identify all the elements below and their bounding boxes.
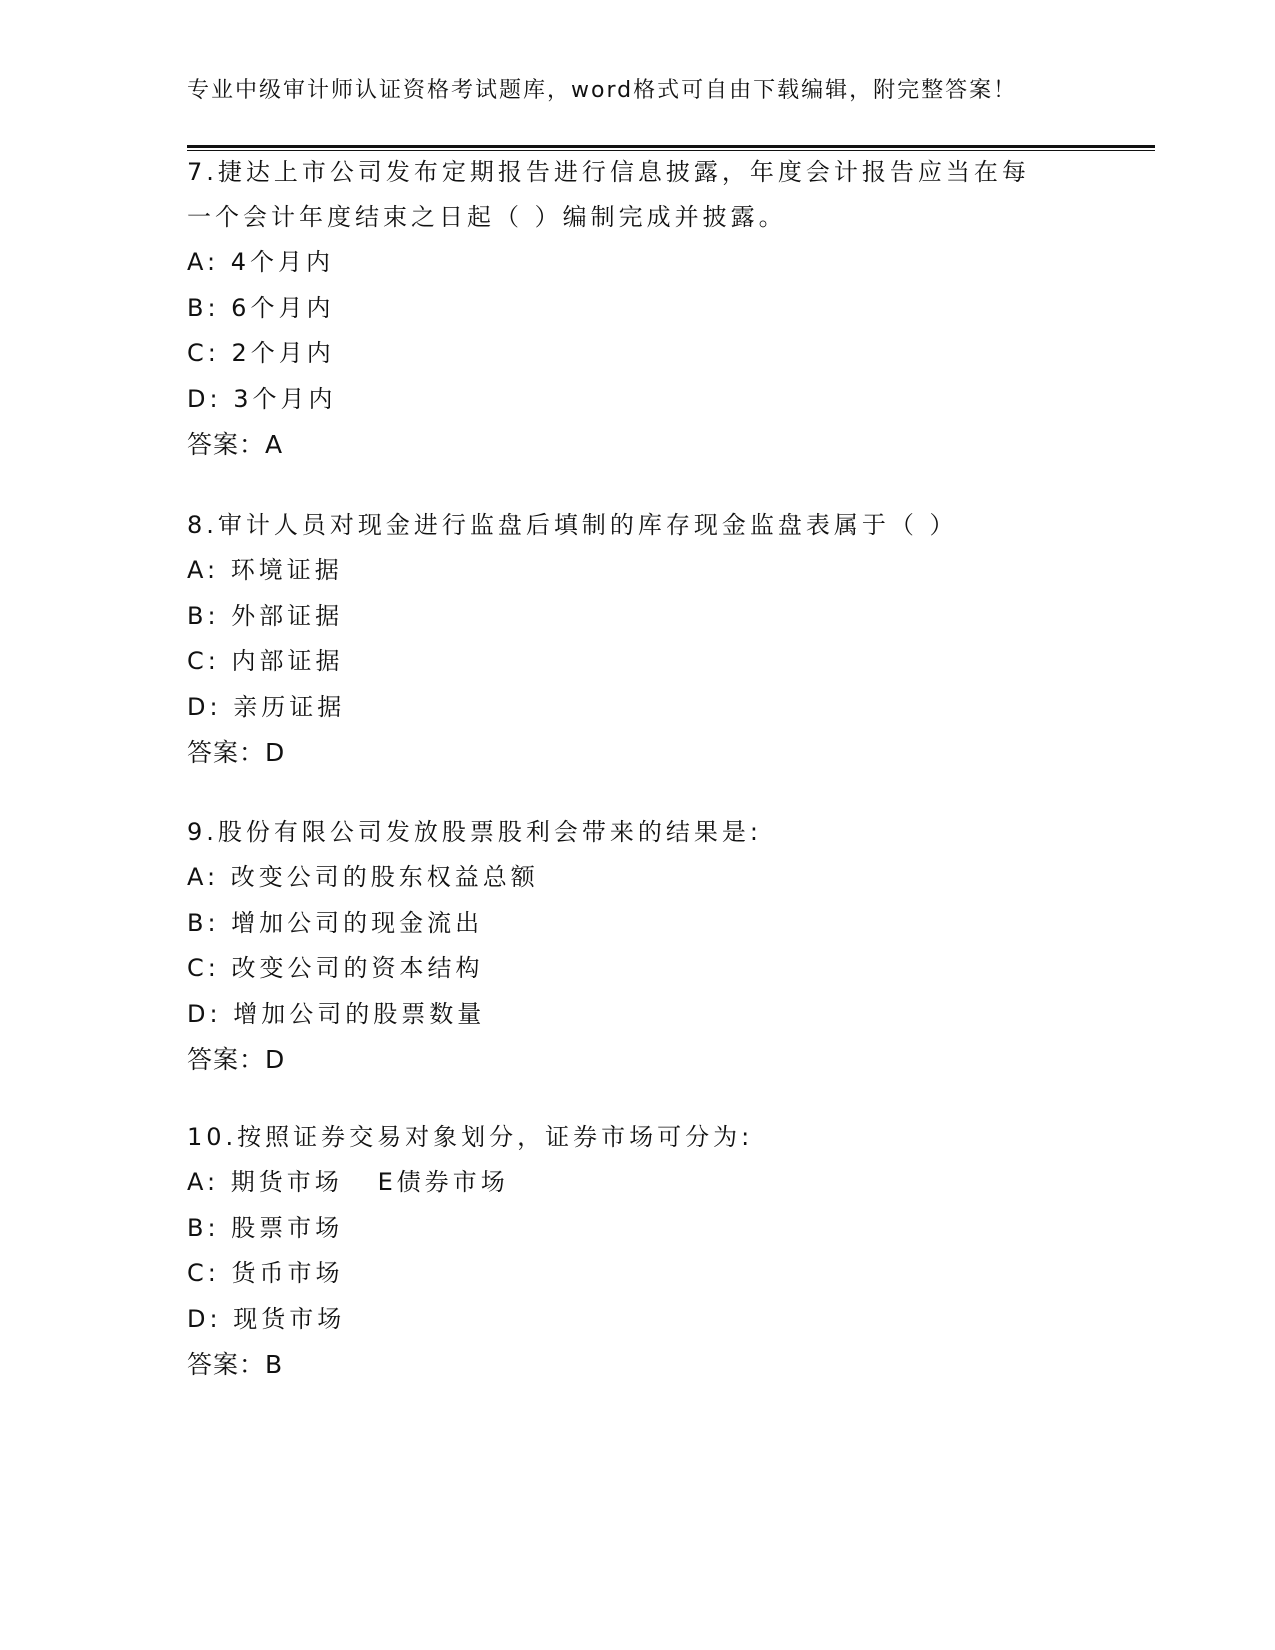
answer: 答案：D [187, 738, 286, 767]
option-c: C: 改变公司的资本结构 [187, 954, 484, 982]
answer: 答案：D [187, 1045, 286, 1074]
option-c: C: 货币市场 [187, 1259, 344, 1287]
answer: 答案：B [187, 1350, 284, 1379]
option-b: B: 外部证据 [187, 601, 344, 630]
question-text-line: 一个会计年度结束之日起（ ）编制完成并披露。 [187, 203, 787, 231]
option-a: A: 期货市场 E债券市场 [187, 1168, 509, 1196]
header-divider-thick [187, 145, 1155, 148]
option-d: D: 现货市场 [187, 1304, 346, 1333]
question-text-line: 8.审计人员对现金进行监盘后填制的库存现金监盘表属于（ ） [187, 511, 958, 539]
option-a: A: 改变公司的股东权益总额 [187, 863, 539, 891]
option-b: B: 增加公司的现金流出 [187, 908, 484, 937]
option-c: C: 2个月内 [187, 339, 335, 367]
option-c: C: 内部证据 [187, 647, 344, 675]
page-header: 专业中级审计师认证资格考试题库，word格式可自由下载编辑，附完整答案！ [187, 78, 1018, 103]
question-text-line: 9.股份有限公司发放股票股利会带来的结果是: [187, 818, 762, 846]
question-text-line: 10.按照证券交易对象划分，证券市场可分为: [187, 1123, 754, 1151]
question-block-8 [187, 503, 1147, 776]
option-b: B: 股票市场 [187, 1213, 344, 1242]
answer: 答案：A [187, 430, 284, 459]
option-d: D: 亲历证据 [187, 692, 346, 721]
option-b: B: 6个月内 [187, 293, 335, 322]
option-a: A: 4个月内 [187, 248, 334, 276]
option-d: D: 3个月内 [187, 384, 337, 413]
option-a: A: 环境证据 [187, 556, 343, 584]
question-text-line: 7.捷达上市公司发布定期报告进行信息披露，年度会计报告应当在每 [187, 158, 1030, 186]
question-block-7 [187, 150, 1147, 468]
option-d: D: 增加公司的股票数量 [187, 999, 486, 1028]
question-block-9 [187, 810, 1147, 1083]
question-block-10 [187, 1115, 1147, 1388]
